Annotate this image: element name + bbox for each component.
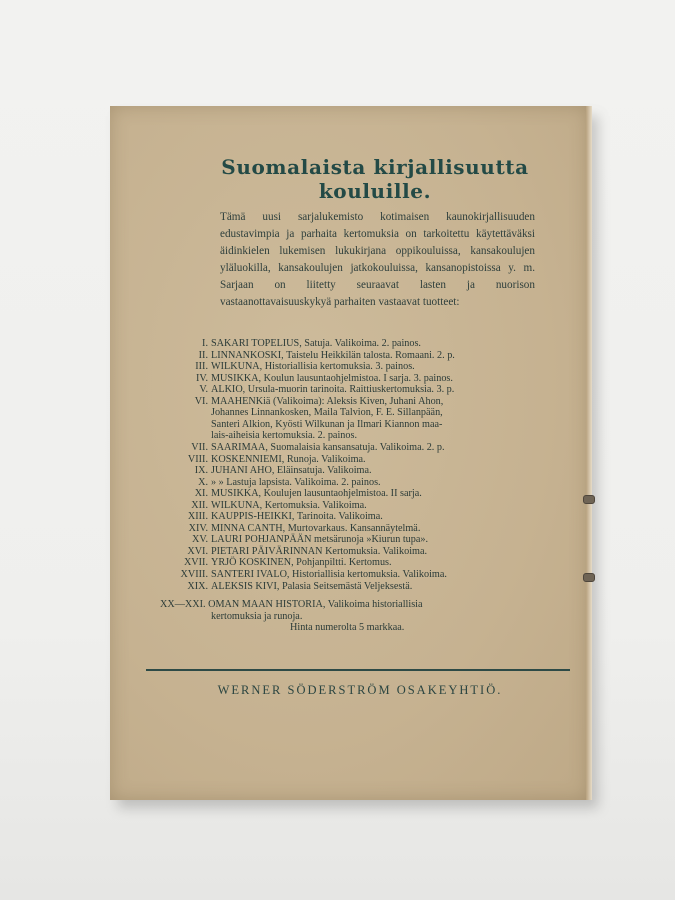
cover-title-line2: kouluille. [318,179,432,203]
item-number: XVI. [187,545,208,557]
item-title: ALEKSIS KIVI, Palasia Seitsemästä Veljeksestä. [211,580,413,592]
item-title: YRJÖ KOSKINEN, Pohjanpiltti. Kertomus. [211,557,392,569]
item-title: MUSIKKA, Koulujen lausuntaohjelmistoa. II sarja. [211,488,422,500]
item-number: XVII. [183,557,208,569]
item-number: XV. [192,534,208,546]
intro-paragraph: Tämä uusi sarjalukemisto kotimaisen kaunokirjallisuuden edustavimpia ja parhaita kertomuksia on tarkoitettu käytettäväksi äidinkielen lukemisen lukukirjana oppikouluissa, kansakoulujen yläluokilla, kansakoulujen jatkokouluissa, kansanopistoissa y. m. Sarjaan on liitetty seuraavat lasten ja nuorison vastaanottavaisuuskykyä parhaiten vastaavat tuotteet: [220,211,535,308]
item-title: KAUPPIS-HEIKKI, Tarinoita. Valikoima. [211,511,383,523]
item-title: WILKUNA, Historiallisia kertomuksia. 3. painos. [211,361,415,373]
page-edge [586,106,592,800]
item-number: VII. [191,441,208,453]
item-title: KOSKENNIEMI, Runoja. Valikoima. [211,453,366,465]
item-number: XX—XXI. [160,599,209,611]
item-title: SANTERI IVALO, Historiallisia kertomuksia. Valikoima. [211,569,447,580]
publisher-name: WERNER SÖDERSTRÖM OSAKEYHTIÖ. [217,683,503,697]
item-title: LAURI POHJANPÄÄN metsärunoja »Kiurun tupa». [211,534,429,546]
list-item-continuation: Johannes Linnankosken, Maila Talvion, F. E. Sillanpään, [211,407,443,419]
item-title: PIETARI PÄIVÄRINNAN Kertomuksia. Valikoima. [211,545,428,557]
item-number: XIV. [188,522,208,534]
divider-line [146,669,570,671]
staple-top [583,495,595,504]
item-title: MINNA CANTH, Murtovarkaus. Kansannäytelmä. [211,522,421,534]
list-item-continuation: Santeri Alkion, Kyösti Wilkunan ja Ilmari Kiannon maa- [211,418,443,430]
cover-content [110,106,588,800]
item-title: SAARIMAA, Suomalaisia kansansatuja. Valikoima. 2. p. [211,441,445,453]
item-title: » » Lastuja lapsista. Valikoima. 2. painos. [211,476,381,488]
item-number: I. [202,338,208,349]
item-number: II. [198,349,208,361]
item-title: OMAN MAAN HISTORIA, Valikoima historiallisia [208,599,423,611]
item-number: VIII. [187,453,208,465]
list-item-continuation: kertomuksia ja runoja. [211,610,303,622]
staple-bottom [583,573,595,582]
item-number: IX. [194,465,208,477]
item-number: XI. [194,488,208,500]
item-number: XIX. [187,580,208,592]
price-note: Hinta numerolta 5 markkaa. [290,622,405,634]
cover-title-line1: Suomalaista kirjallisuutta [221,155,529,179]
item-number: III. [195,361,208,373]
item-number: V. [199,384,208,396]
item-title: WILKUNA, Kertomuksia. Valikoima. [211,499,367,511]
item-title: SAKARI TOPELIUS, Satuja. Valikoima. 2. painos. [211,338,421,349]
item-title: MUSIKKA, Koulun lausuntaohjelmistoa. I sarja. 3. painos. [211,372,453,384]
item-title: JUHANI AHO, Eläinsatuja. Valikoima. [211,465,372,477]
item-number: XIII. [187,511,208,523]
item-title: ALKIO, Ursula-muorin tarinoita. Raittiuskertomuksia. 3. p. [211,384,455,396]
item-number: X. [198,476,208,488]
item-number: VI. [194,395,208,407]
item-title: LINNANKOSKI, Taistelu Heikkilän talosta. Romaani. 2. p. [211,349,455,361]
book-back-cover [110,106,588,800]
item-number: XVIII. [180,569,208,580]
item-title: MAAHENKiä (Valikoima): Aleksis Kiven, Juhani Ahon, [211,395,444,407]
list-item-continuation: lais-aiheisia kertomuksia. 2. painos. [211,430,357,442]
item-number: IV. [196,372,208,384]
item-number: XII. [191,499,208,511]
